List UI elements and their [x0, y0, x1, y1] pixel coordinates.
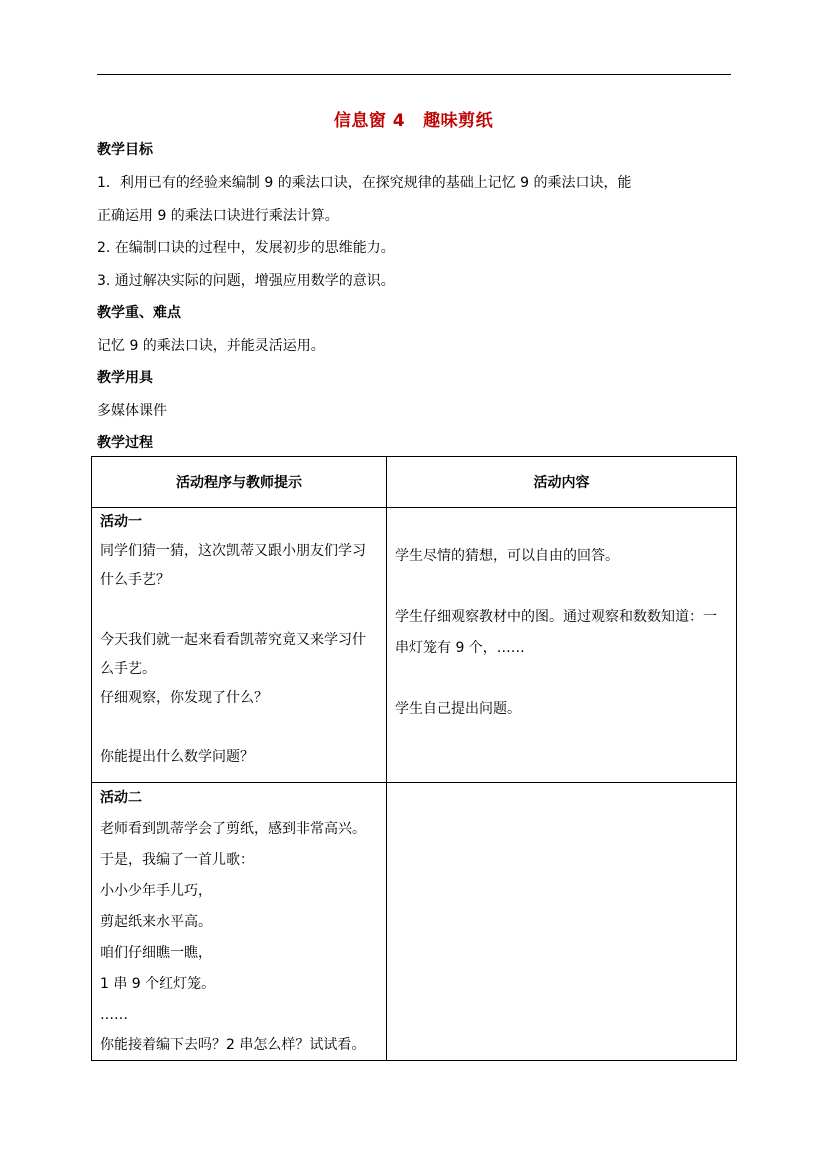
- activity-1-right: [387, 508, 737, 783]
- page-title: [0, 106, 827, 131]
- title-part-1: 信息窗 4: [333, 111, 406, 131]
- activity-1-row: [92, 508, 737, 783]
- header-rule: [97, 74, 731, 75]
- process-heading: 教学过程: [97, 435, 153, 451]
- activity-2-left-7: ……: [100, 1007, 128, 1023]
- activity-2-left-8: 你能接着编下去吗？2 串怎么样？试试看。: [100, 1037, 366, 1053]
- activity-1-left-4: 么手艺。: [100, 661, 156, 677]
- title-part-2: 趣味剪纸: [423, 111, 494, 131]
- activity-1-left-6: 你能提出什么数学问题？: [100, 749, 254, 765]
- lesson-table: [91, 456, 737, 1061]
- activity-1-title: 活动一: [100, 514, 142, 530]
- activity-1-left-3: 今天我们就一起来看看凯蒂究竟又来学习什: [100, 632, 366, 648]
- goal-2: 2. 在编制口诀的过程中，发展初步的思维能力。: [97, 240, 395, 256]
- goal-1-line-2: 正确运用 9 的乘法口诀进行乘法计算。: [97, 208, 339, 224]
- activity-2-left-4: 剪起纸来水平高。: [100, 914, 212, 930]
- tools-text: 多媒体课件: [97, 403, 167, 419]
- activity-1-right-3: 串灯笼有 9 个，……: [395, 640, 525, 656]
- activity-1-left-2: 什么手艺？: [100, 572, 170, 588]
- table-header-row: [92, 457, 737, 508]
- activity-1-right-4: 学生自己提出问题。: [395, 701, 521, 717]
- header-left: 活动程序与教师提示: [92, 457, 387, 508]
- activity-2-left-6: 1 串 9 个红灯笼。: [100, 976, 216, 992]
- activity-2-left: [92, 783, 387, 1061]
- activity-1-right-1: 学生尽情的猜想，可以自由的回答。: [395, 548, 619, 564]
- activity-2-right: [387, 783, 737, 1061]
- activity-2-left-3: 小小少年手儿巧，: [100, 883, 212, 899]
- activity-2-left-5: 咱们仔细瞧一瞧，: [100, 945, 212, 961]
- activity-1-left-5: 仔细观察，你发现了什么？: [100, 690, 268, 706]
- activity-1-left: [92, 508, 387, 783]
- goal-3: 3. 通过解决实际的问题，增强应用数学的意识。: [97, 273, 395, 289]
- key-heading: 教学重、难点: [97, 305, 181, 321]
- tools-heading: 教学用具: [97, 370, 153, 386]
- activity-2-row: [92, 783, 737, 1061]
- goal-heading: 教学目标: [97, 142, 153, 158]
- key-text: 记忆 9 的乘法口诀，并能灵活运用。: [97, 338, 325, 354]
- activity-2-title: 活动二: [100, 790, 142, 806]
- activity-2-left-2: 于是，我编了一首儿歌：: [100, 852, 254, 868]
- activity-1-right-2: 学生仔细观察教材中的图。通过观察和数数知道：一: [395, 609, 717, 625]
- activity-1-left-1: 同学们猜一猜，这次凯蒂又跟小朋友们学习: [100, 543, 366, 559]
- activity-2-left-1: 老师看到凯蒂学会了剪纸，感到非常高兴。: [100, 821, 366, 837]
- goal-1-line-1: 1．利用已有的经验来编制 9 的乘法口诀，在探究规律的基础上记忆 9 的乘法口诀，能: [97, 175, 632, 191]
- header-right: 活动内容: [387, 457, 737, 508]
